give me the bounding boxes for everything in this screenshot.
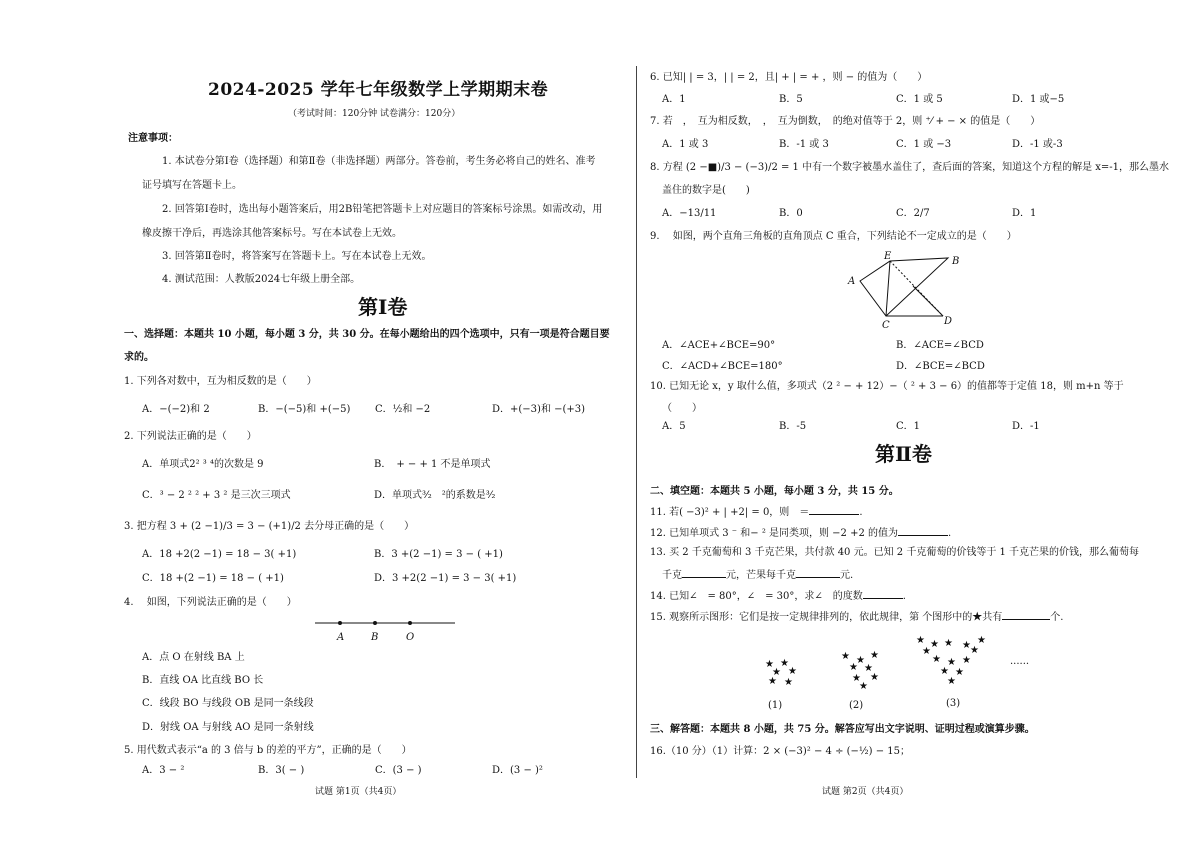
- continuation-dots: ......: [1010, 656, 1030, 667]
- star-icon: ★: [932, 654, 941, 665]
- q3-option-b: B．3 +(2 −1) = 3 − ( +1): [374, 549, 503, 560]
- q10-option-b: B．-5: [779, 421, 807, 432]
- star-icon: ★: [930, 639, 939, 650]
- label-e: E: [884, 251, 892, 262]
- q7-option-c: C．1 或 −3: [896, 139, 952, 150]
- volume-2-title: 第Ⅱ卷: [875, 442, 932, 466]
- star-icon: ★: [780, 658, 789, 669]
- notice-2a: 2. 回答第Ⅰ卷时，选出每小题答案后，用2B铅笔把答题卡上对应题目的答案标号涂黑。如需改动，用: [162, 204, 603, 215]
- volume-1-title: 第Ⅰ卷: [358, 295, 408, 319]
- question-14: 14. 已知∠ = 80°，∠ = 30°，求∠ 的度数 .: [650, 591, 906, 602]
- star-icon: ★: [962, 655, 971, 666]
- question-15: [650, 610, 1063, 624]
- star-icon: ★: [970, 645, 979, 656]
- q4-option-d: D．射线 OA 与射线 AO 是同一条射线: [142, 722, 314, 733]
- question-6: 6. 已知| | = 3，| | = 2，且| + | = + ，则 − 的值为（ ）: [650, 72, 928, 83]
- question-7: 7. 若 ， 互为相反数， ， 互为倒数， 的绝对值等于 2，则 ⁺⁄ + − × 的值是（ ）: [650, 116, 1041, 127]
- q9-option-d: D．∠BCE=∠BCD: [896, 361, 985, 372]
- q15-star-figures: [756, 635, 1056, 720]
- q7-option-b: B．-1 或 3: [779, 139, 829, 150]
- question-12-text: 12. 已知单项式 3 ⁻ 和− ² 是同类项，则 −2 +2 的值为: [650, 528, 899, 539]
- right-page-footer: 试题 第2页（共4页）: [822, 787, 909, 797]
- q4-line-figure: [310, 614, 460, 646]
- q15-answer-blank: [1002, 610, 1050, 620]
- question-8b: 盖住的数字是( ): [662, 185, 750, 196]
- notice-1b: 证号填写在答题卡上。: [142, 180, 242, 191]
- question-5: 5. 用代数式表示“a 的 3 倍与 b 的差的平方”，正确的是（ ）: [124, 745, 412, 756]
- q3-option-c: C．18 +(2 −1) = 18 − ( +1): [142, 573, 284, 584]
- point-a: [338, 621, 342, 625]
- q9-option-b: B．∠ACE=∠BCD: [896, 340, 984, 351]
- q4-option-c: C．线段 BO 与线段 OB 是同一条线段: [142, 698, 314, 709]
- star-icon: ★: [784, 677, 793, 688]
- q2-option-d: D．单项式³⁄₂ ²的系数是³⁄₂: [374, 490, 496, 501]
- point-o: [408, 621, 412, 625]
- left-page-footer: 试题 第1页（共4页）: [315, 787, 402, 797]
- q4-option-a: A．点 O 在射线 BA 上: [142, 652, 245, 663]
- q1-option-d: D．+(−3)和 −(+3): [492, 404, 586, 415]
- exam-subtitle: （考试时间：120分钟 试卷满分：120分）: [288, 109, 461, 119]
- section-3-heading: 三、解答题：本题共 8 小题，共 75 分。解答应写出文字说明、证明过程或演算步骤。: [650, 724, 1035, 735]
- q1-option-b: B．−(−5)和 +(−5): [258, 404, 351, 415]
- q4-option-b: B．直线 OA 比直线 BO 长: [142, 675, 264, 686]
- q5-option-b: B．3( − ): [258, 765, 305, 776]
- star-icon: ★: [916, 635, 925, 646]
- q5-option-c: C．(3 − ): [375, 765, 422, 776]
- label-a: A: [337, 632, 345, 643]
- q8-option-a: A．−13/11: [662, 208, 717, 219]
- q9-triangle-figure: [838, 250, 978, 332]
- question-13b: [662, 568, 853, 582]
- star-icon: ★: [765, 659, 774, 670]
- q3-option-a: A．18 +2(2 −1) = 18 − 3( +1): [142, 549, 297, 560]
- question-1: 1. 下列各对数中，互为相反数的是（ ）: [124, 376, 317, 387]
- label-b: B: [371, 632, 379, 643]
- q13-text-2: 元，芒果每千克: [726, 570, 796, 581]
- star-icon: ★: [870, 650, 879, 661]
- q6-option-b: B．5: [779, 94, 803, 105]
- question-3: 3. 把方程 3 + (2 −1)/3 = 3 − (+1)/2 去分母正确的是（ ）: [124, 521, 415, 532]
- q6-option-a: A．1: [662, 94, 686, 105]
- q13-answer-blank-2: [796, 568, 840, 578]
- question-2: 2. 下列说法正确的是（ ）: [124, 431, 257, 442]
- star-icon: ★: [922, 646, 931, 657]
- question-14-text: 14. 已知∠ = 80°，∠ = 30°，求∠ 的度数: [650, 591, 863, 602]
- q13-text-1: 千克: [662, 570, 682, 581]
- q7-option-a: A．1 或 3: [662, 139, 709, 150]
- q2-option-b: B． + − + 1 不是单项式: [374, 459, 491, 470]
- star-icon: ★: [856, 655, 865, 666]
- notice-4: 4. 测试范围：人教版2024七年级上册全部。: [162, 274, 361, 285]
- label-o: O: [406, 632, 415, 643]
- label-b: B: [952, 256, 960, 267]
- question-15-end: 个.: [1050, 612, 1064, 623]
- star-icon: ★: [947, 676, 956, 687]
- star-icon: ★: [772, 667, 781, 678]
- q13-text-3: 元.: [840, 570, 854, 581]
- question-16: 16.（10 分）（1）计算：2 × (−3)² − 4 ÷ (−½) − 15；: [650, 746, 910, 757]
- point-b: [373, 621, 377, 625]
- label-c: C: [882, 320, 890, 331]
- q9-option-c: C．∠ACD+∠BCE=180°: [662, 361, 783, 372]
- star-icon: ★: [849, 662, 858, 673]
- notice-3: 3. 回答第Ⅱ卷时，将答案写在答题卡上。写在本试卷上无效。: [162, 251, 432, 262]
- q9-option-a: A．∠ACE+∠BCE=90°: [662, 340, 776, 351]
- figure-1-label: (1): [768, 700, 783, 711]
- question-10b: （ ）: [662, 403, 702, 414]
- section-1-heading-a: 一、选择题：本题共 10 小题，每小题 3 分，共 30 分。在每小题给出的四个选项中，只有一项是符合题目要: [124, 329, 610, 340]
- q7-option-d: D．-1 或-3: [1012, 139, 1063, 150]
- star-icon: ★: [788, 666, 797, 677]
- section-2-heading: 二、填空题：本题共 5 小题，每小题 3 分，共 15 分。: [650, 486, 899, 497]
- question-8a: 8. 方程 (2 −■)/3 − (−3)/2 = 1 中有一个数字被墨水盖住了，查后面的答案，知道这个方程的解是 x=-1，那么墨水: [650, 162, 1170, 173]
- question-10a: 10. 已知无论 x，y 取什么值，多项式（2 ² − + 12）−（ ² + 3 − 6）的值都等于定值 18，则 m+n 等于: [650, 381, 1124, 392]
- star-icon: ★: [947, 657, 956, 668]
- q10-option-c: C．1: [896, 421, 921, 432]
- star-icon: ★: [962, 640, 971, 651]
- q5-option-d: D．(3 − )²: [492, 765, 543, 776]
- star-icon: ★: [977, 635, 986, 646]
- q14-answer-blank: [863, 589, 903, 599]
- exam-title: 2024-2025 学年七年级数学上学期期末卷: [208, 80, 549, 100]
- notice-1a: 1. 本试卷分第Ⅰ卷（选择题）和第Ⅱ卷（非选择题）两部分。答卷前，考生务必将自己的姓名、准考: [162, 156, 596, 167]
- q8-option-c: C．2/7: [896, 208, 930, 219]
- figure-3-label: (3): [946, 698, 961, 709]
- star-icon: ★: [852, 673, 861, 684]
- question-13a: 13. 买 2 千克葡萄和 3 千克芒果，共付款 40 元。已知 2 千克葡萄的价钱等于 1 千克芒果的价钱，那么葡萄每: [650, 547, 1140, 558]
- q8-option-b: B．0: [779, 208, 803, 219]
- q2-option-a: A．单项式2² ³ ⁴的次数是 9: [142, 459, 264, 470]
- question-11-text: 11. 若( −3)² + | +2| = 0，则 ＝: [650, 507, 810, 518]
- star-icon: ★: [859, 681, 868, 692]
- q11-answer-blank: [809, 505, 859, 515]
- q6-option-d: D．1 或−5: [1012, 94, 1065, 105]
- question-12: 12. 已知单项式 3 ⁻ 和− ² 是同类项，则 −2 +2 的值为 .: [650, 528, 952, 539]
- question-15-text: 15. 观察所示图形：它们是按一定规律排列的，依此规律，第 个图形中的★共有: [650, 612, 1003, 623]
- question-11: 11. 若( −3)² + | +2| = 0，则 ＝ .: [650, 507, 863, 518]
- star-icon: ★: [944, 638, 953, 649]
- label-a: A: [848, 276, 856, 287]
- star-icon: ★: [870, 672, 879, 683]
- star-icon: ★: [864, 663, 873, 674]
- q8-option-d: D．1: [1012, 208, 1037, 219]
- label-d: D: [944, 316, 953, 327]
- star-icon: ★: [955, 667, 964, 678]
- q2-option-c: C．³ − 2 ² ² + 3 ² 是三次三项式: [142, 490, 291, 501]
- notice-heading: 注意事项：: [128, 133, 178, 144]
- q13-answer-blank-1: [682, 568, 726, 578]
- q10-option-d: D．-1: [1012, 421, 1040, 432]
- q12-answer-blank: [898, 526, 948, 536]
- q1-option-c: C．½和 −2: [375, 404, 431, 415]
- star-icon: ★: [768, 676, 777, 687]
- q5-option-a: A．3 − ²: [142, 765, 185, 776]
- q1-option-a: A．−(−2)和 2: [142, 404, 210, 415]
- q6-option-c: C．1 或 5: [896, 94, 943, 105]
- q10-option-a: A．5: [662, 421, 686, 432]
- question-4: 4. 如图，下列说法正确的是（ ）: [124, 597, 297, 608]
- figure-2-label: (2): [849, 700, 864, 711]
- section-1-heading-b: 求的。: [124, 352, 154, 363]
- notice-2b: 橡皮擦干净后，再选涂其他答案标号。写在本试卷上无效。: [142, 228, 402, 239]
- star-icon: ★: [841, 651, 850, 662]
- question-9: 9. 如图，两个直角三角板的直角顶点 C 重合，下列结论不一定成立的是（ ）: [650, 231, 1017, 242]
- star-icon: ★: [940, 666, 949, 677]
- page-divider: [636, 66, 637, 778]
- q3-option-d: D．3 +2(2 −1) = 3 − 3( +1): [374, 573, 517, 584]
